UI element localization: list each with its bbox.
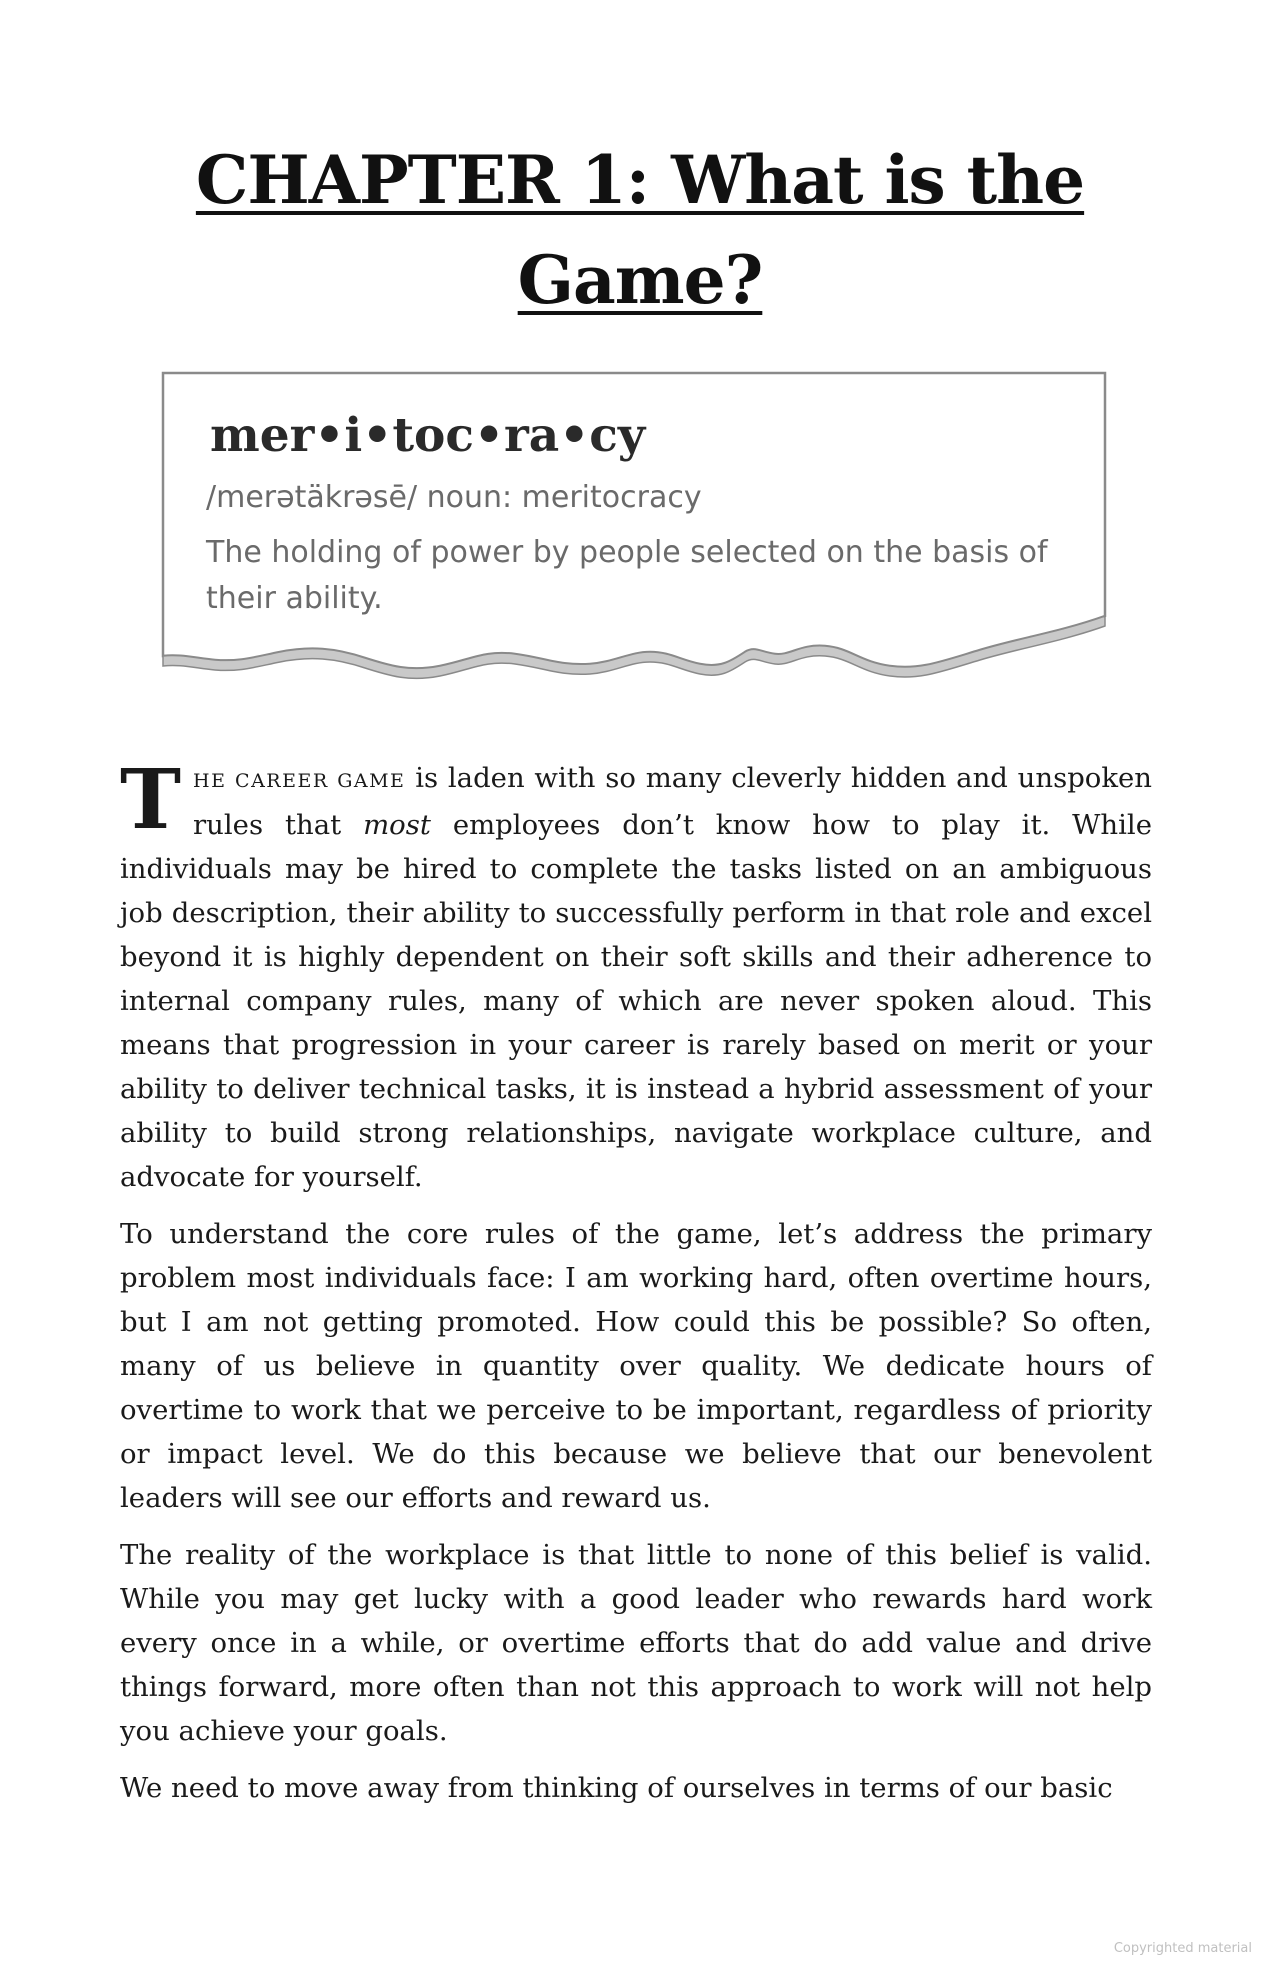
paragraph-1 <box>120 752 1152 1199</box>
body-text <box>120 752 1152 1823</box>
drop-cap: T <box>120 752 182 848</box>
paragraph-3: The reality of the workplace is that little to none of this belief is valid. While you may get lucky with a good leader who rewards hard work every once in a while, or overtime efforts that do add value and drive things forward, more often than not this approach to work will not help you achieve your goals. <box>120 1539 1152 1747</box>
paragraph-1-text-a: is laden with so many cleverly hidden and unspoken rules that <box>193 762 1152 841</box>
chapter-title <box>0 130 1280 330</box>
paragraph-4: We need to move away from thinking of ourselves in terms of our basic <box>120 1772 1113 1804</box>
chapter-title-line-1: CHAPTER 1: What is the <box>195 141 1085 219</box>
definition-card <box>160 370 1110 700</box>
copyright-notice: Copyrighted material <box>1113 1941 1252 1956</box>
paragraph-2: To understand the core rules of the game, let’s address the primary problem most individuals face: I am working hard, often overtime hours, but I am not getting promoted. How could this be possible? So often, many of us believe in quantity over quality. We dedicate hours of overtime to work that we perceive to be important, regardless of priority or impact level. We do this because we believe that our benevolent leaders will see our efforts and reward us. <box>120 1218 1152 1514</box>
definition-meaning: The holding of power by people selected on the basis of their ability. <box>206 535 1048 616</box>
small-caps-lead: HE CAREER GAME <box>193 770 406 792</box>
emphasis-most: most <box>363 809 431 841</box>
paragraph-1-text-b: employees don’t know how to play it. While individuals may be hired to complete the tasks listed on an ambiguous job description, their ability to successfully perform in that role and excel beyond it is highly dependent on their soft skills and their adherence to internal company rules, many of which are never spoken aloud. This means that progression in your career is rarely based on merit or your ability to deliver technical tasks, it is instead a hybrid assessment of your ability to build strong relationships, navigate workplace culture, and advocate for yourself. <box>120 809 1152 1193</box>
definition-pronunciation: /merətäkrəsē/ noun: meritocracy <box>206 480 702 515</box>
chapter-title-line-2: Game? <box>517 241 763 319</box>
definition-word: mer•i•toc•ra•cy <box>210 408 646 463</box>
